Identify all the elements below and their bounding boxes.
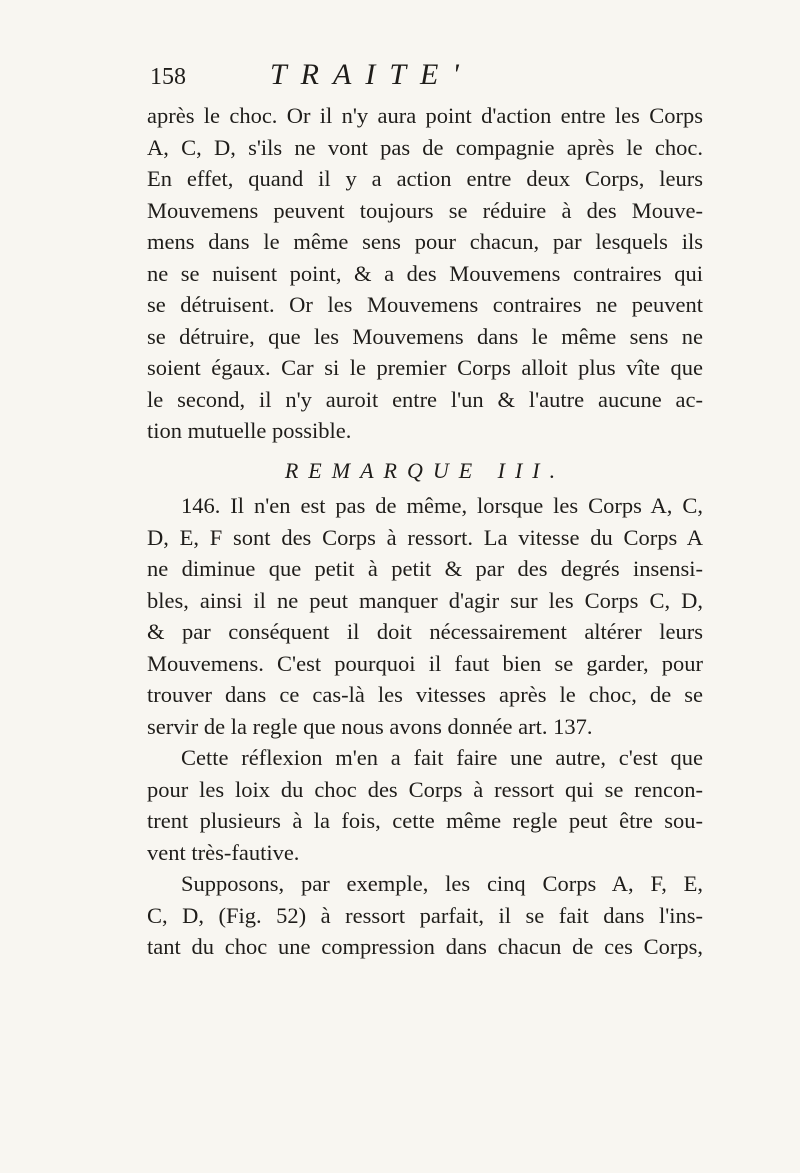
page-header	[150, 58, 710, 98]
section-heading: REMARQUE III.	[284, 457, 566, 483]
text-line: le second, il n'y auroit entre l'un & l'autre aucune ac-	[147, 386, 703, 412]
text-line: bles, ainsi il ne peut manquer d'agir sur les Corps C, D,	[147, 587, 703, 613]
text-line: se détruire, que les Mouvemens dans le même sens ne	[147, 323, 703, 349]
text-line: trent plusieurs à la fois, cette même regle peut être sou-	[147, 808, 703, 833]
text-line: En effet, quand il y a action entre deux Corps, leurs	[147, 166, 703, 191]
text-line: 146. Il n'en est pas de même, lorsque les Corps A, C,	[181, 493, 703, 518]
text-line: soient égaux. Car si le premier Corps alloit plus vîte que	[147, 355, 703, 380]
text-line: pour les loix du choc des Corps à ressort qui se rencon-	[147, 776, 703, 802]
body-text	[147, 100, 703, 963]
text-line: Cette réflexion m'en a fait faire une autre, c'est que	[181, 745, 703, 770]
text-line: servir de la regle que nous avons donnée art. 137.	[147, 713, 593, 739]
text-line: tion mutuelle possible.	[147, 418, 352, 443]
text-line: Mouvemens. C'est pourquoi il faut bien se garder, pour	[147, 650, 703, 676]
page-number: 158	[150, 64, 186, 90]
text-line: C, D, (Fig. 52) à ressort parfait, il se fait dans l'ins-	[147, 902, 703, 928]
text-line: se détruisent. Or les Mouvemens contraires ne peuvent	[147, 292, 703, 317]
text-line: ne se nuisent point, & a des Mouvemens contraires qui	[147, 260, 703, 286]
text-line: tant du choc une compression dans chacun de ces Corps,	[147, 934, 703, 959]
paragraph-3	[147, 742, 703, 868]
text-line: D, E, F sont des Corps à ressort. La vitesse du Corps A	[147, 524, 703, 550]
text-line: Mouvemens peuvent toujours se réduire à des Mouve-	[147, 197, 703, 223]
text-line: mens dans le même sens pour chacun, par lesquels ils	[147, 229, 703, 254]
text-line: vent très-fautive.	[147, 839, 300, 865]
text-line: trouver dans ce cas-là les vitesses après le choc, de se	[147, 682, 703, 707]
text-line: & par conséquent il doit nécessairement altérer leurs	[147, 619, 703, 644]
text-line: A, C, D, s'ils ne vont pas de compagnie après le choc.	[147, 134, 703, 160]
paragraph-1	[147, 100, 703, 447]
text-line: après le choc. Or il n'y aura point d'action entre les Corps	[147, 103, 703, 128]
paragraph-2	[147, 490, 703, 742]
paragraph-4	[147, 868, 703, 963]
text-line: Supposons, par exemple, les cinq Corps A, F, E,	[181, 871, 703, 896]
text-line: ne diminue que petit à petit & par des degrés insensi-	[147, 556, 703, 581]
running-title: TRAITE'	[270, 58, 473, 91]
